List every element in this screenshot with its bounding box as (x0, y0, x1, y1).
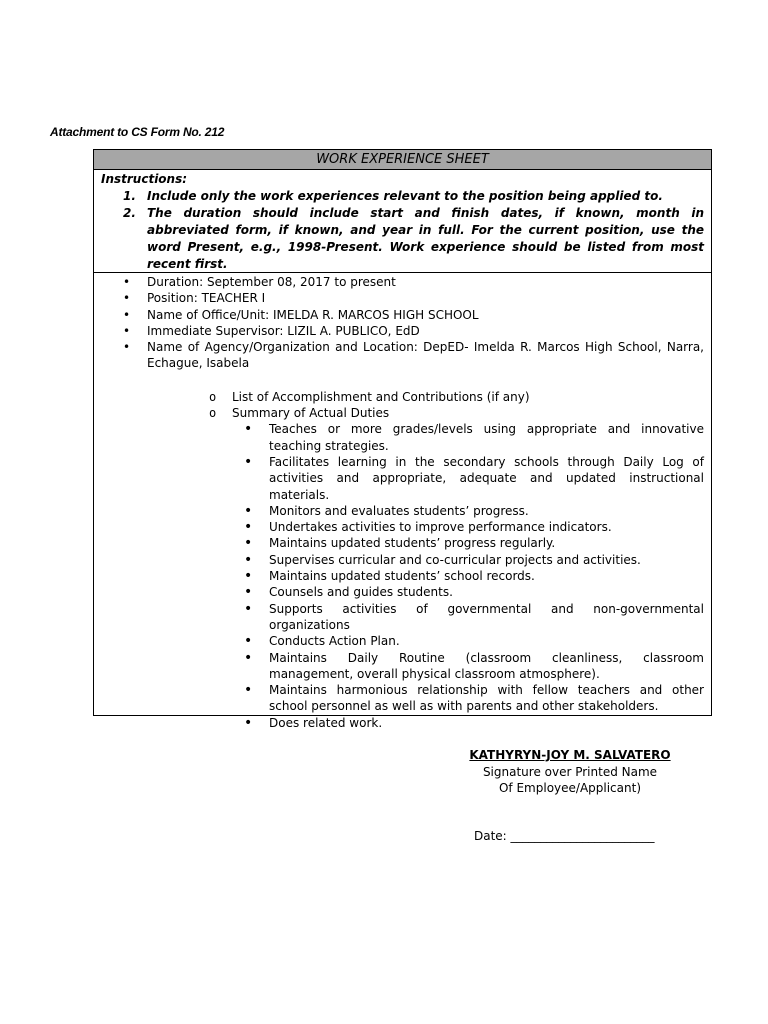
duty-item: • Maintains Daily Routine (classroom cleanliness, classroom management, overall physical classroom atmosphere). (101, 650, 704, 683)
signature-block (460, 747, 680, 797)
signature-caption-line1: Signature over Printed Name (482, 764, 658, 779)
duty-item: • Supports activities of governmental and non-governmental organizations (101, 601, 704, 634)
instruction-number: 1. (123, 189, 136, 203)
instructions-list (101, 188, 704, 273)
duty-item: • Maintains updated students’ school records. (101, 568, 704, 584)
duty-item: • Does related work. (101, 715, 704, 731)
experience-subsections (101, 389, 704, 731)
instructions-label: Instructions: (101, 172, 188, 186)
accomplishments-item (101, 389, 704, 405)
duties-list (101, 421, 704, 731)
instruction-number: 2. (123, 206, 136, 220)
duty-item: • Counsels and guides students. (101, 584, 704, 600)
detail-duration: • Duration: September 08, 2017 to present (101, 274, 704, 290)
instructions-section (94, 170, 711, 273)
attachment-label: Attachment to CS Form No. 212 (50, 125, 225, 139)
duty-item: • Monitors and evaluates students’ progress. (101, 503, 704, 519)
instruction-item (101, 188, 704, 205)
duty-item: • Maintains harmonious relationship with fellow teachers and other school personnel as well as with parents and other stakeholders. (101, 682, 704, 715)
duty-item: • Conducts Action Plan. (101, 633, 704, 649)
instruction-text: Include only the work experiences relevant to the position being applied to. (147, 189, 663, 203)
duties-item (101, 405, 704, 731)
sheet-title: WORK EXPERIENCE SHEET (94, 150, 711, 170)
duty-item: • Teaches or more grades/levels using appropriate and innovative teaching strategies. (101, 421, 704, 454)
employee-name: KATHYRYN-JOY M. SALVATERO (469, 748, 671, 762)
detail-office-unit: • Name of Office/Unit: IMELDA R. MARCOS HIGH SCHOOL (101, 307, 704, 323)
work-experience-sheet (93, 149, 712, 730)
duty-item: • Maintains updated students’ progress regularly. (101, 535, 704, 551)
detail-agency-location: • Name of Agency/Organization and Location: DepED- Imelda R. Marcos High School, Narra, Echague, Isabela (101, 339, 704, 372)
duty-item: • Supervises curricular and co-curricular projects and activities. (101, 552, 704, 568)
experience-section (94, 273, 711, 731)
signature-caption-line2: Of Employee/Applicant) (498, 781, 641, 795)
experience-details-list (101, 274, 704, 372)
duties-label: Summary of Actual Duties (232, 406, 390, 421)
sub-bullet-marker: o (209, 389, 217, 404)
instruction-item (101, 205, 704, 273)
detail-supervisor: • Immediate Supervisor: LIZIL A. PUBLICO, EdD (101, 323, 704, 339)
duty-item: • Facilitates learning in the secondary schools through Daily Log of activities and appropriate, adequate and updated instructional materials. (101, 454, 704, 503)
detail-position: • Position: TEACHER I (101, 290, 704, 306)
instruction-text: The duration should include start and finish dates, if known, month in abbreviated form, if known, and year in full. For the current position, use the word Present, e.g., 1998-Present. Work experience should be listed from most recent first. (147, 206, 704, 271)
duty-item: • Undertakes activities to improve performance indicators. (101, 519, 704, 535)
date-line: Date: ________________________ (474, 829, 655, 843)
accomplishments-label: List of Accomplishment and Contributions (if any) (232, 389, 530, 404)
sub-bullet-marker: o (209, 406, 217, 421)
